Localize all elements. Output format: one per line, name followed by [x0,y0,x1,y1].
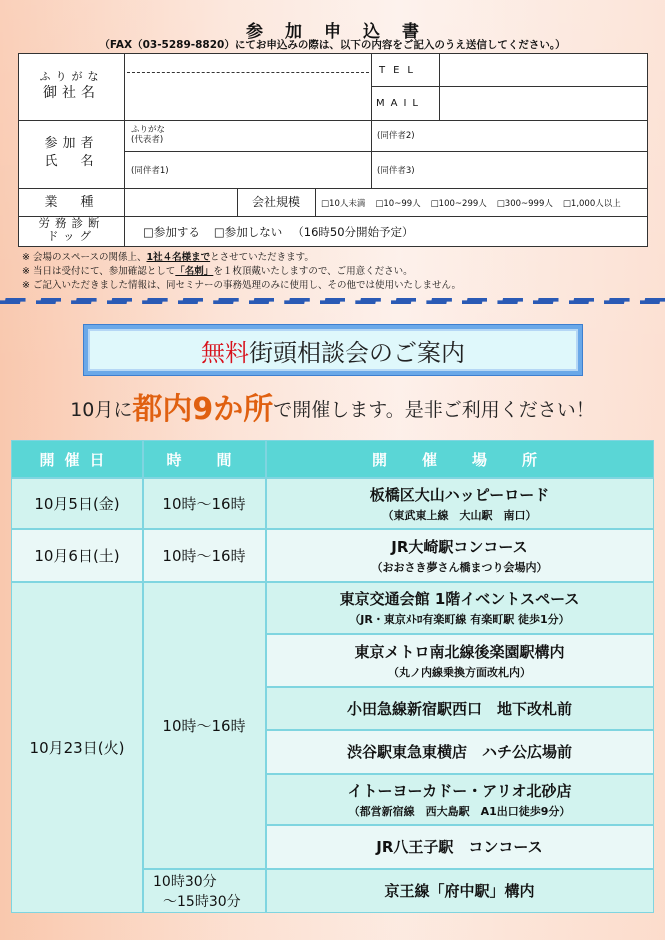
rep-furigana-label: ふりがな [131,125,166,135]
companion2-input[interactable] [372,121,647,151]
place-cell: 渋谷駅東急東横店 ハチ公広場前 [346,743,572,761]
company-size-options [321,197,621,209]
dock-note: （16時50分開始予定） [292,225,414,239]
place-cell: 東京交通会館 1階イベントスペース （JR・東京ﾒﾄﾛ有楽町線 有楽町駅 徒歩1分） [339,590,580,626]
dock-label-line1: 労務診断 [38,216,105,230]
industry-input[interactable] [125,189,237,216]
participant-label-line2: 氏 名 [44,154,99,169]
place-cell: 京王線「府中駅」構内 [384,882,535,900]
company-name-input[interactable] [125,74,371,119]
company-size-label: 会社規模 [251,195,300,209]
place-cell: 小田急線新宿駅西口 地下改札前 [346,699,572,718]
size-option-1[interactable]: □10人未満 [321,199,366,209]
place-cell: イトーヨーカドー・アリオ北砂店 （都営新宿線 西大島駅 A1出口徒歩9分） [347,781,572,818]
date-cell: 10月23日(火) [29,738,125,757]
date-cell: 10月5日(金) [34,494,120,513]
industry-label: 業 種 [44,195,99,210]
place-cell: JR八王子駅 コンコース [376,838,543,856]
rep-label: (代表者) [131,135,164,145]
size-option-4[interactable]: □300~999人 [496,199,553,209]
dock-label-line2: ドッグ [46,229,97,243]
time-cell: 10時～16時 [162,494,246,513]
note-3: ※ ご記入いただきました情報は、同セミナーの事務処理のみに使用し、その他では使用いたしません。 [22,280,462,291]
dock-options [143,224,414,240]
note-2: ※ 当日は受付にて、参加確認として「名刺」を１枚頂戴いたしますので、ご用意ください。 [22,266,413,277]
size-option-2[interactable]: □10~99人 [375,199,421,209]
time-cell: 10時～16時 [162,716,246,735]
mail-label: MAIL [376,98,424,109]
tel-label: TEL [379,65,421,76]
company-furigana-input[interactable] [125,55,371,72]
subheadline: 10月に都内9か所で開催します。是非ご利用ください！ [70,392,595,427]
companion2-label: (同伴者2) [377,131,415,141]
furigana-dashed-line [127,72,369,73]
tel-input[interactable] [440,55,647,86]
size-option-5[interactable]: □1,000人以上 [562,199,621,209]
event-banner [84,325,582,375]
companion3-input[interactable] [372,152,647,188]
note-1: ※ 会場のスペースの関係上、1社４名様までとさせていただきます。 [22,252,314,263]
companion1-input[interactable] [125,152,371,188]
time-cell: 10時～16時 [162,546,246,565]
mail-input[interactable] [440,87,647,120]
banner-title: 街頭相談会のご案内 [249,338,465,367]
size-option-3[interactable]: □100~299人 [430,199,487,209]
schedule-table [11,440,654,913]
company-furigana-label: ふりがな [39,70,104,83]
form-notes [22,251,461,293]
place-cell: JR大崎駅コンコース （おおさき夢さん橋まつり会場内） [371,537,548,574]
company-name-label: 御社名 [43,85,100,101]
form-subtitle: （FAX（03-5289-8820）にてお申込みの際は、以下の内容をご記入のうえ送信してください。） [99,39,566,51]
representative-input[interactable] [125,121,371,151]
free-label: 無料 [201,338,249,367]
locations-highlight: 都内9か所 [132,392,274,427]
header-time: 時 間 [143,441,265,477]
header-place: 開 催 場 所 [266,441,653,477]
form-title: 参加申込書 [246,22,441,42]
companion3-label: (同伴者3) [377,166,415,176]
time-cell: 10時30分 ～15時30分 [153,873,241,910]
date-cell: 10月6日(土) [34,546,120,565]
dock-attend-option[interactable]: □参加する [143,225,200,239]
place-cell: 東京メトロ南北線後楽園駅構内 （丸ノ内線乗換方面改札内） [354,642,565,679]
application-form [18,53,648,247]
participant-label-line1: 参加者 [44,136,99,151]
dock-not-attend-option[interactable]: □参加しない [213,225,283,239]
cut-line-divider [0,298,665,304]
header-date: 開催日 [12,441,142,477]
place-cell: 板橋区大山ハッピーロード （東武東上線 大山駅 南口） [369,485,550,522]
companion1-label: (同伴者1) [131,166,169,176]
